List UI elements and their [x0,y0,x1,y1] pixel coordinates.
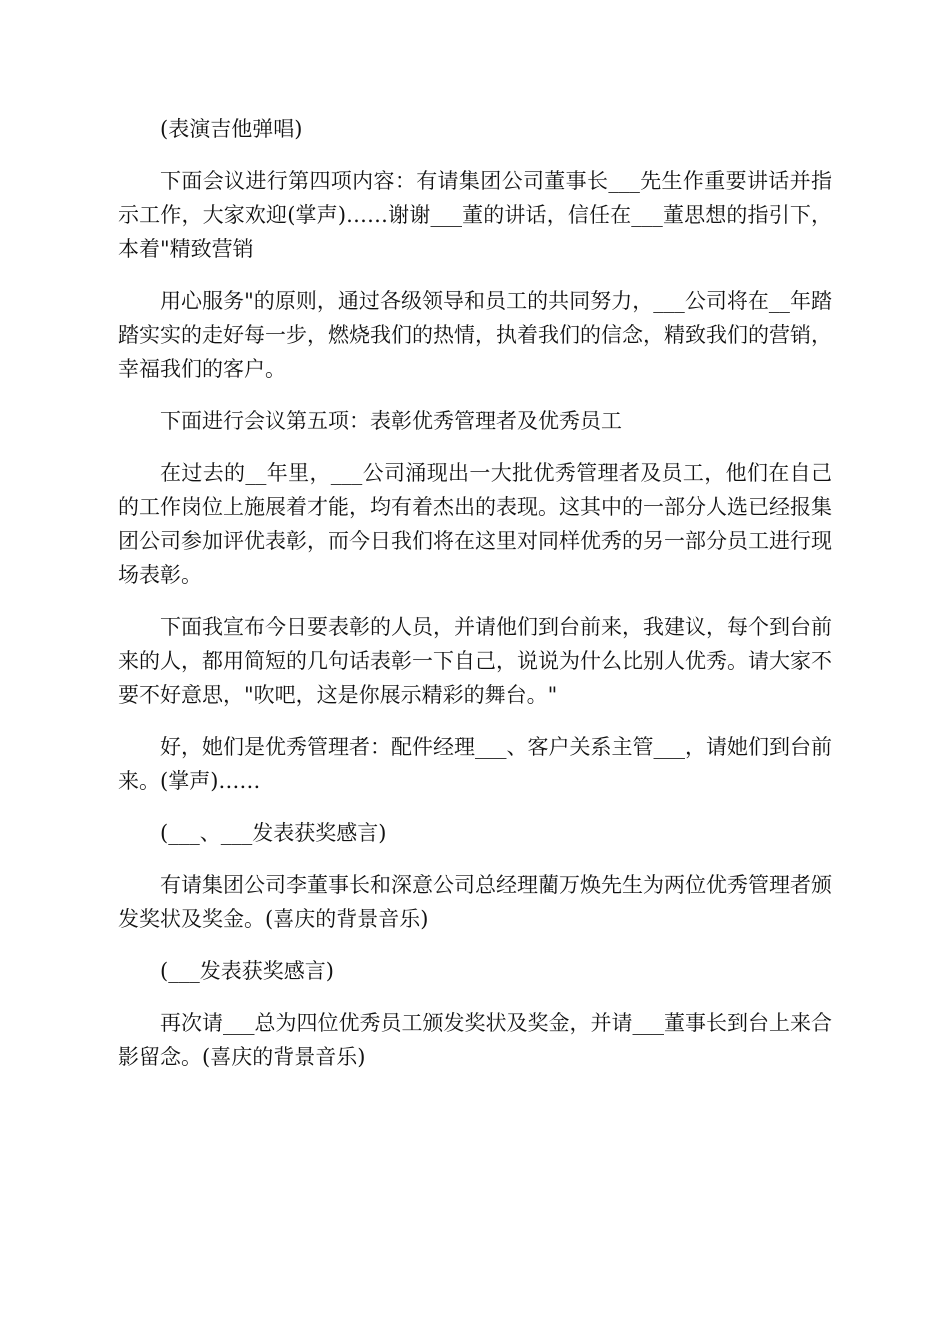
paragraph-service-principle: 用心服务"的原则，通过各级领导和员工的共同努力，___公司将在__年踏踏实实的走好每一步，燃烧我们的热情，执着我们的信念，精致我们的营销，幸福我们的客户。 [118,289,832,381]
paragraph-managers: 好，她们是优秀管理者：配件经理___、客户关系主管___，请她们到台前来。(掌声)…… [118,735,832,793]
paragraph-announcement: 下面我宣布今日要表彰的人员，并请他们到台前来，我建议，每个到台前来的人，都用简短的几句话表彰一下自己，说说为什么比别人优秀。请大家不要不好意思，"吹吧，这是你展示精彩的舞台。" [118,615,832,707]
document-body [118,112,832,1092]
paragraph-group-photo: 再次请___总为四位优秀员工颁发奖状及奖金，并请___董事长到台上来合影留念。(喜庆的背景音乐) [118,1011,832,1069]
paragraph-award-presentation: 有请集团公司李董事长和深意公司总经理藺万焕先生为两位优秀管理者颁发奖状及奖金。(喜庆的背景音乐) [118,873,832,931]
paragraph-item-five: 下面进行会议第五项：表彰优秀管理者及优秀员工 [160,409,622,433]
paragraph-managers-speech: (___、___发表获奖感言) [160,821,387,845]
paragraph-speech-note: (___发表获奖感言) [160,959,334,983]
paragraph-performance-note: (表演吉他弹唱) [160,117,303,141]
paragraph-item-four: 下面会议进行第四项内容：有请集团公司董事长___先生作重要讲话并指示工作，大家欢迎(掌声)……谢谢___董的讲话，信任在___董思想的指引下，本着"精致营销 [118,169,832,261]
paragraph-past-year: 在过去的__年里，___公司涌现出一大批优秀管理者及员工，他们在自己的工作岗位上施展着才能，均有着杰出的表现。这其中的一部分人选已经报集团公司参加评优表彰，而今日我们将在这里对同样优秀的另一部分员工进行现场表彰。 [118,461,832,587]
